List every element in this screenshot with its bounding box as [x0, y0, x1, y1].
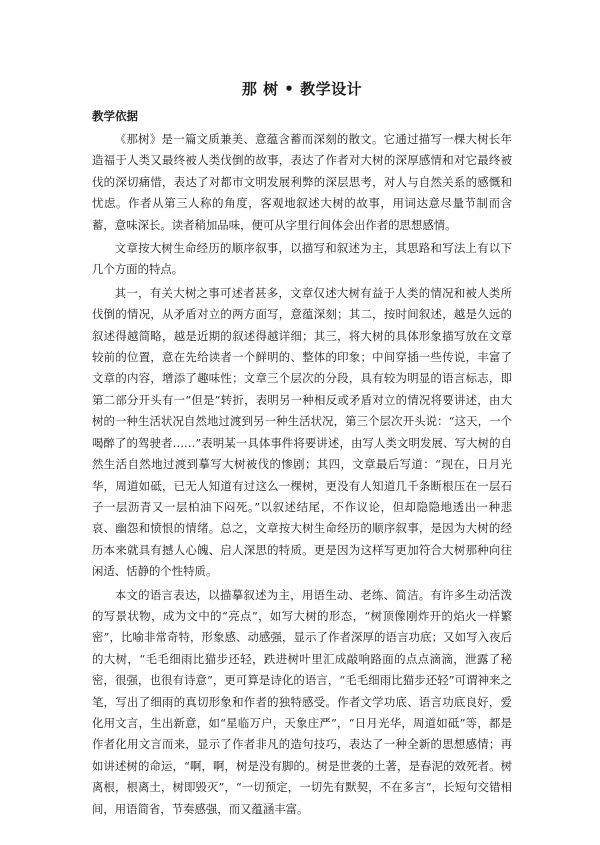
- paragraph-1: 《那树》是一篇文质兼美、意蕴含蓄而深刻的散文。它通过描写一棵大树长年造福于人类又最终被人类伐倒的故事，表达了作者对大树的深厚感情和对它最终被伐的深切痛惜，表达了对都市文明发展利弊的深层思考，对人与自然关系的感慨和忧虑。作者从第三人称的角度，客观地叙述大树的故事，用词达意尽量节制而含蓄，意味深长。读者稍加品味，便可从字里行间体会出作者的思想感情。: [92, 132, 512, 232]
- paragraph-4: 本文的语言表达，以描摹叙述为主，用语生动、老练、简洁。有许多生动活泼的写景状物，成为文中的“亮点”，如写大树的形态，“树顶像刚炸开的焰火一样繁密”，比喻非常奇特，形象感、动感强，显示了作者深厚的语言功底；又如写入夜后的大树，“毛毛细雨比猫步还轻，跌进树叶里汇成敲响路面的点点滴滴，泄露了秘密，很强，也很有诗意”，更可算是诗化的语言，“毛毛细雨比猫步还轻”可谓神来之笔，写出了细雨的真切形象和作者的独特感受。作者文学功底、语言功底良好，爱化用文言，生出新意，如“星临万户，天象庄严”，“日月光华，周道如砥”等，都是作者化用文言而来，显示了作者非凡的造句技巧，表达了一种全新的思想感情；再如讲述树的命运，“啊，啊，树是没有脚的。树是世袭的土著，是春泥的效死者。树离根，根离土，树即毁灭”，“一切预定，一切先有默契，不在多言”，长短句交错相间，用语简省，节奏感强，而又蕴涵丰富。: [92, 587, 512, 816]
- section-heading: 教学依据: [92, 109, 138, 123]
- paragraph-3: 其一，有关大树之事可述者甚多，文章仅述大树有益于人类的情况和被人类所伐倒的情况，从矛盾对立的两方面写，意蕴深刻；其二，按时间叙述，越是久远的叙述得越简略，越是近期的叙述得越详细；其三，将大树的具体形象描写放在文章较前的位置，意在先给读者一个鲜明的、整体的印象；中间穿插一些传说，丰富了文章的内容，增添了趣味性；文章三个层次的分段，具有较为明显的语言标志，即第二部分开头有一“但是”转折，表明另一种相反或矛盾对立的情况将要讲述，由大树的一种生活状况自然地过渡到另一种生活状况，第三个层次开头说：“这天，一个喝醉了的驾驶者……”表明某一具体事件将要讲述，由写人类文明发展、写大树的自然生活自然地过渡到摹写大树被伐的惨剧；其四，文章最后写道：“现在，日月光华，周道如砥，已无人知道有过这么一棵树，更没有人知道几千条断根压在一层石子一层沥青又一层柏油下闷死。”以叙述结尾，不作议论，但却隐隐地透出一种悲哀、幽怨和愤恨的情绪。总之，文章按大树生命经历的顺序叙事，是因为大树的经历本来就具有撼人心魄、启人深思的特质。更是因为这样写更加符合大树那种向往闲适、恬静的个性特质。: [92, 285, 512, 579]
- paragraph-2: 文章按大树生命经历的顺序叙事，以描写和叙述为主，其思路和写法上有以下几个方面的特点。: [92, 241, 512, 277]
- document-title: 那 树 • 教学设计: [241, 80, 363, 98]
